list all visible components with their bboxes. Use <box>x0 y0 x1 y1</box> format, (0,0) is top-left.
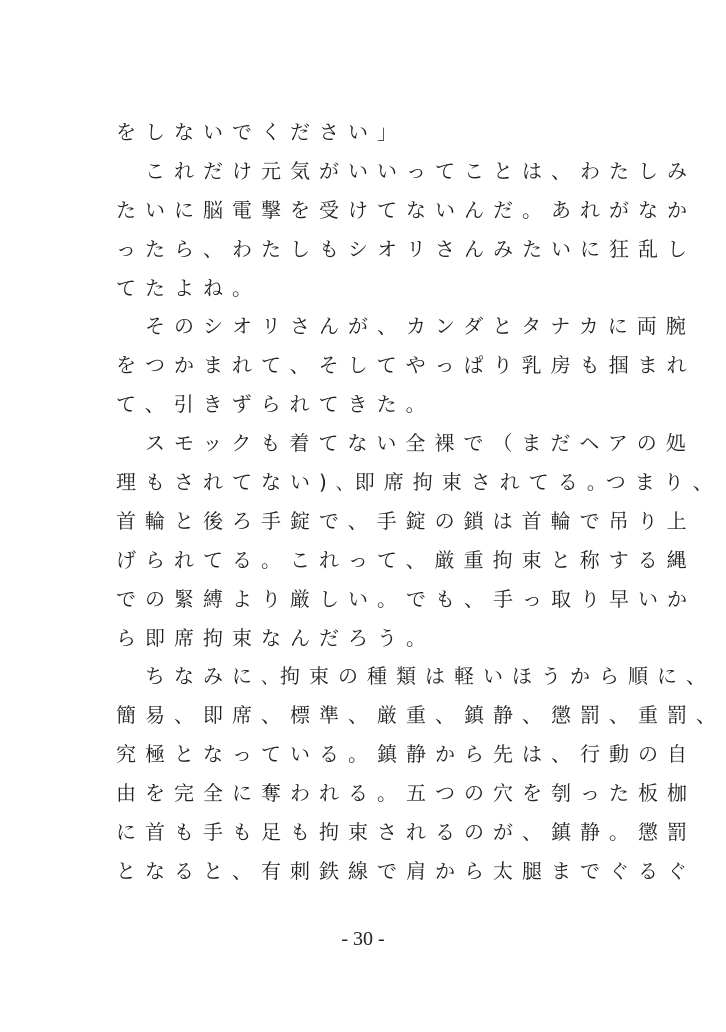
text-line: 由を完全に奪われる。五つの穴を刳った板枷 <box>116 781 696 806</box>
text-line: スモックも着てない全裸で（まだヘアの処 <box>145 431 695 456</box>
text-line: をしないでください」 <box>116 120 406 144</box>
text-line: ら即席拘束なんだろう。 <box>116 625 435 650</box>
text-line: となると、有刺鉄線で肩から太腿までぐるぐ <box>116 858 696 883</box>
text-line: てたよね。 <box>116 275 261 300</box>
text-line: 理もされてない)､即席拘束されてる｡つまり、 <box>116 470 722 495</box>
text-line: での緊縛より厳しい。でも、手っ取り早いか <box>116 586 696 611</box>
text-line: これだけ元気がいいってことは、わたしみ <box>145 158 696 183</box>
text-line: ちなみに､拘束の種類は軽いほうから順に、 <box>145 664 715 689</box>
page-number: - 30 - <box>341 928 385 950</box>
text-line: 首輪と後ろ手錠で、手錠の鎖は首輪で吊り上 <box>116 508 696 533</box>
text-line: をつかまれて、そしてやっぱり乳房も掴まれ <box>116 353 696 378</box>
text-line: そのシオリさんが、カンダとタナカに両腕 <box>145 314 695 339</box>
body-text <box>116 113 725 891</box>
text-line: ったら、わたしもシオリさんみたいに狂乱し <box>116 236 696 261</box>
text-line: 簡易、即席、標準、厳重、鎮静、懲罰、重罰、 <box>116 703 725 728</box>
text-line: げられてる。これって、厳重拘束と称する縄 <box>116 547 696 572</box>
text-line: て、引きずられてきた。 <box>116 392 435 417</box>
text-line: 究極となっている。鎮静から先は、行動の自 <box>116 742 696 767</box>
text-line: たいに脳電撃を受けてないんだ。あれがなか <box>116 197 696 222</box>
text-line: に首も手も足も拘束されるのが、鎮静。懲罰 <box>116 820 696 845</box>
